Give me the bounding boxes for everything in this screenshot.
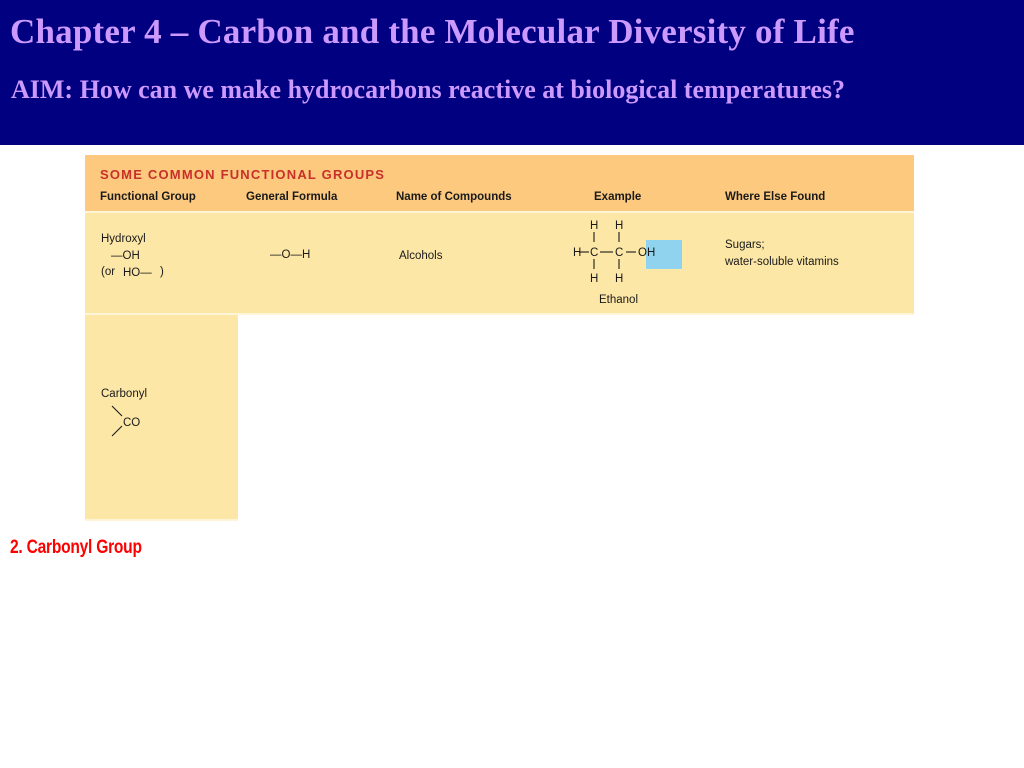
slide-title: Chapter 4 – Carbon and the Molecular Diversity of Life [10,12,855,51]
atom-c: C [590,247,599,259]
hydroxyl-alt-prefix: (or [101,266,116,278]
section-heading: 2. Carbonyl Group [10,537,142,558]
table-title: SOME COMMON FUNCTIONAL GROUPS [100,167,386,182]
compound-name-alcohols: Alcohols [399,250,443,262]
table-header [85,155,914,211]
atom-h: H [590,273,599,285]
carbonyl-name: Carbonyl [101,388,148,400]
hydroxyl-alt-suffix: ) [160,266,164,278]
where-found-line1: Sugars; [725,239,765,251]
atom-h: H [615,220,624,232]
hydroxyl-alt-formula: HO— [123,267,152,279]
column-header-name-of-compounds: Name of Compounds [396,191,512,203]
atom-oh: OH [638,247,656,259]
slide-aim: AIM: How can we make hydrocarbons reactive at biological temperatures? [11,75,846,104]
column-header-where-else-found: Where Else Found [725,191,826,203]
functional-groups-figure [85,155,914,521]
carbonyl-group-formula: CO [123,417,141,429]
row-divider [85,519,238,521]
atom-c: C [615,247,624,259]
hydroxyl-name: Hydroxyl [101,233,146,245]
column-header-general-formula: General Formula [246,191,338,203]
atom-h: H [590,220,599,232]
column-header-example: Example [594,191,642,203]
title-banner [0,0,1024,145]
general-formula-hydroxyl: —O—H [270,249,311,261]
where-found-line2: water-soluble vitamins [725,256,839,268]
example-ethanol-label: Ethanol [599,294,639,306]
hydroxyl-group-formula: —OH [111,250,140,262]
atom-h: H [573,247,582,259]
atom-h: H [615,273,624,285]
carbonyl-structure [110,403,170,443]
column-header-functional-group: Functional Group [100,191,196,203]
